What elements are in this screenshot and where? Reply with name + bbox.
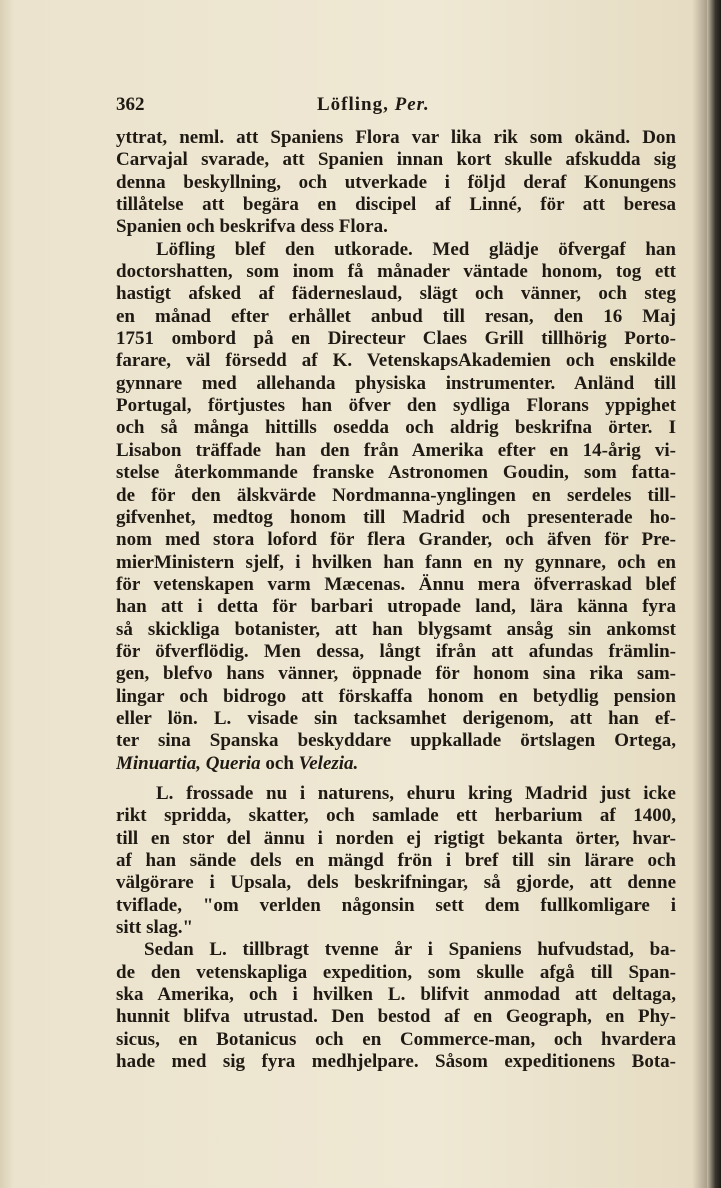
text-line: Spanien och beskrifva dess Flora. <box>116 216 388 238</box>
text-line: mierMinistern sjelf, i hvilken han fann en ny gynnare, och en <box>116 551 676 573</box>
text-line: sitt slag." <box>116 917 194 939</box>
conjunction: och <box>265 752 294 774</box>
text-line: en månad efter erhållet anbud till resan, den 16 Maj <box>116 305 676 327</box>
text-line: Löfling blef den utkorade. Med glädje öfvergaf han <box>156 238 676 260</box>
genus-queria: Queria <box>205 752 261 774</box>
text-line: doctorshatten, som inom få månader väntade honom, tog ett <box>116 261 676 283</box>
paragraph-1 <box>116 127 676 239</box>
page-header <box>116 94 676 118</box>
paragraph-3 <box>116 783 676 939</box>
page-edge-shadow <box>707 0 721 1188</box>
genus-velezia: Velezia. <box>298 752 359 774</box>
paragraph-2 <box>116 239 676 775</box>
text-line: Sedan L. tillbragt tvenne år i Spaniens hufvudstad, ba- <box>144 939 676 961</box>
text-line: farare, väl försedd af K. VetenskapsAkademien och enskilde <box>116 350 676 372</box>
text-line: gifvenhet, medtog honom till Madrid och presenterade ho- <box>116 506 676 528</box>
text-line: till en stor del ännu i norden ej rigtigt bekanta örter, hvar- <box>116 827 676 849</box>
text-line: ska Amerika, och i hvilken L. blifvit anmodad att deltaga, <box>116 984 676 1006</box>
text-line: hade med sig fyra medhjelpare. Såsom expeditionens Bota- <box>116 1051 676 1073</box>
text-line: och så många hittills osedda och aldrig beskrifna örter. I <box>116 417 676 439</box>
running-head-given-name: Per. <box>394 94 430 115</box>
text-line: gen, blefvo hans vänner, öppnade för honom sina rika sam- <box>116 663 676 685</box>
text-line: han att i detta för barbari utropade land, lära känna fyra <box>116 596 676 618</box>
page-number: 362 <box>116 94 145 115</box>
running-head: Löfling, Per. <box>317 94 430 115</box>
text-line: stelse återkommande franske Astronomen Goudin, som fatta- <box>116 462 676 484</box>
text-line: så skickliga botanister, att han blygsamt ansåg sin ankomst <box>116 618 676 640</box>
text-line: yttrat, neml. att Spaniens Flora var lika rik som okänd. Don <box>116 127 676 148</box>
text-line: ter sina Spanska beskyddare uppkallade örtslagen Ortega, <box>116 730 676 752</box>
text-line: eller lön. L. visade sin tacksamhet derigenom, att han ef- <box>116 707 676 729</box>
body-text <box>116 127 676 1073</box>
text-line: lingar och bidrogo att förskaffa honom en betydlig pension <box>116 685 676 707</box>
text-line: de den vetenskapliga expedition, som skulle afgå till Span- <box>116 961 676 983</box>
text-line: för öfverflödig. Men dessa, långt ifrån att afundas främlin- <box>116 640 676 662</box>
text-line: 1751 ombord på en Directeur Claes Grill tillhörig Porto- <box>116 328 676 350</box>
text-line-genus-names <box>116 753 676 775</box>
genus-minuartia: Minuartia, <box>116 752 202 774</box>
text-line: L. frossade nu i naturens, ehuru kring Madrid just icke <box>156 782 676 804</box>
text-line: denna beskyllning, och utverkade i följd deraf Konungens <box>116 171 676 193</box>
text-line: för vetenskapen varm Mæcenas. Ännu mera öfverraskad blef <box>116 573 676 595</box>
text-line: Portugal, förtjustes han öfver den sydliga Florans yppighet <box>116 395 676 417</box>
running-head-name: Löfling <box>317 94 384 115</box>
text-line: tviflade, "om verlden någonsin sett dem fullkomligare i <box>116 894 676 916</box>
paragraph-4 <box>116 939 676 1073</box>
text-line: hunnit blifva utrustad. Den bestod af en Geograph, en Phy- <box>116 1006 676 1028</box>
text-line: tillåtelse att begära en discipel af Linné, för att beresa <box>116 194 676 216</box>
text-line: de för den älskvärde Nordmanna-ynglingen en serdeles till- <box>116 484 676 506</box>
text-line: välgörare i Upsala, dels beskrifningar, så gjorde, att denne <box>116 872 676 894</box>
text-line: gynnare med allehanda physiska instrumenter. Anländ till <box>116 372 676 394</box>
text-line: rikt spridda, skatter, och samlade ett herbarium af 1400, <box>116 805 676 827</box>
text-line: nom med stora loford för flera Grander, och äfven för Pre- <box>116 529 676 551</box>
text-line: sicus, en Botanicus och en Commerce-man, och hvardera <box>116 1028 676 1050</box>
text-line: af han sände dels en mängd frön i bref till sin lärare och <box>116 850 676 871</box>
paragraph-gap <box>116 775 676 783</box>
text-line: Lisabon träffade han den från Amerika efter en 14-årig vi- <box>116 439 676 461</box>
text-line: Carvajal svarade, att Spanien innan kort skulle afskudda sig <box>116 149 676 171</box>
text-line: hastigt afsked af fäderneslaud, slägt och vänner, och steg <box>116 283 676 305</box>
